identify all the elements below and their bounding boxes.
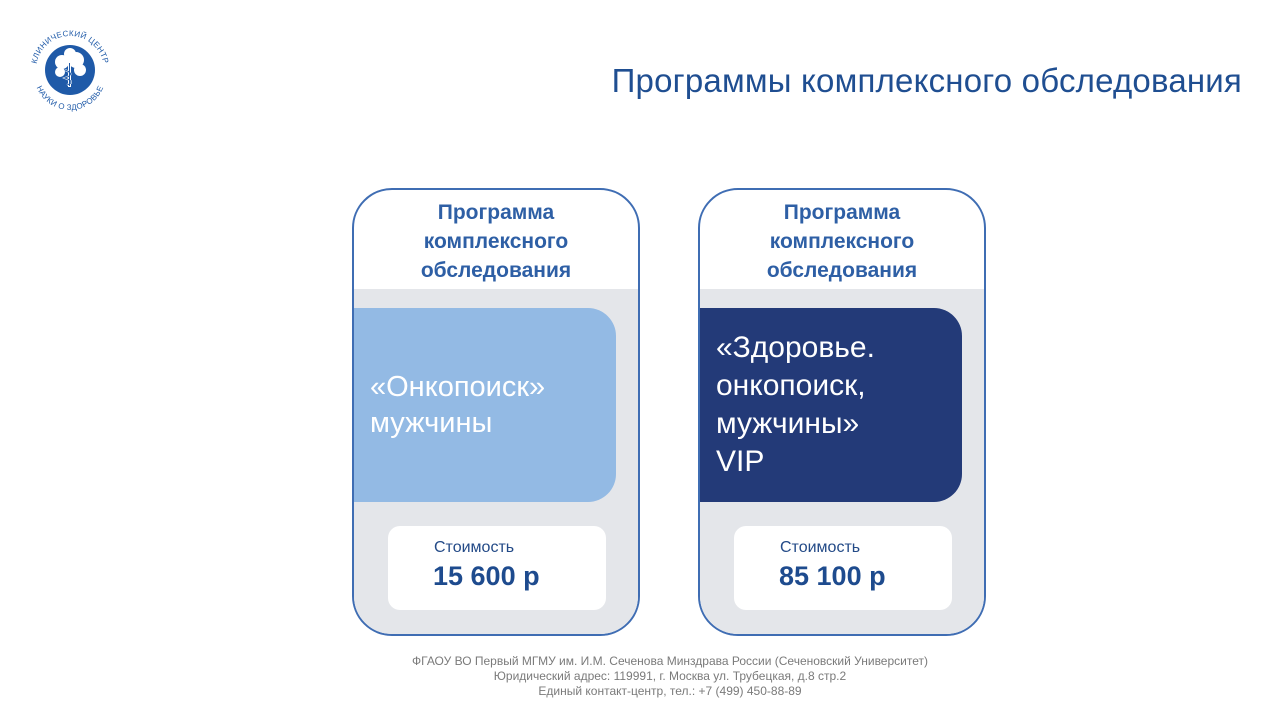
card-header-line: комплексного	[423, 229, 569, 253]
footer-line: Единый контакт-центр, тел.: +7 (499) 450-88-89	[538, 684, 802, 698]
card-header-line: обследования	[420, 258, 572, 282]
card-header	[354, 190, 638, 290]
clinic-logo	[24, 24, 116, 116]
program-name-box	[700, 308, 962, 502]
card-header-line: комплексного	[769, 229, 915, 253]
page-title: Программы комплексного обследования	[611, 62, 1242, 99]
program-name-box	[354, 308, 616, 502]
logo-bottom-text: НАУКИ О ЗДОРОВЬЕ	[34, 84, 106, 113]
price-label: Стоимость	[780, 539, 861, 556]
card-body	[700, 289, 984, 634]
price-value: 15 600 р	[433, 561, 540, 591]
footer-line: ФГАОУ ВО Первый МГМУ им. И.М. Сеченова Минздрава России (Сеченовский Университет)	[412, 654, 928, 668]
program-name-line: мужчины»	[716, 407, 860, 440]
program-name-line: «Онкопоиск»	[370, 371, 546, 403]
price-box	[388, 526, 606, 610]
card-header-line: Программа	[437, 200, 555, 224]
footer	[0, 654, 1280, 699]
footer-line: Юридический адрес: 119991, г. Москва ул. Трубецкая, д.8 стр.2	[493, 669, 847, 683]
logo-top-text: КЛИНИЧЕСКИЙ ЦЕНТР	[29, 28, 111, 65]
card-header-line: обследования	[766, 258, 918, 282]
price-value: 85 100 р	[779, 561, 886, 591]
program-name-line: онкопоиск,	[716, 369, 866, 402]
program-name-line: мужчины	[370, 407, 493, 439]
card-body	[354, 289, 638, 634]
program-name-line: «Здоровье.	[716, 331, 875, 364]
card-header-line: Программа	[783, 200, 901, 224]
price-box	[734, 526, 952, 610]
card-header	[700, 190, 984, 290]
program-card-zdorovye-vip[interactable]	[698, 188, 986, 636]
program-name-line: VIP	[716, 445, 765, 478]
price-label: Стоимость	[434, 539, 515, 556]
program-card-onkopoisk[interactable]	[352, 188, 640, 636]
